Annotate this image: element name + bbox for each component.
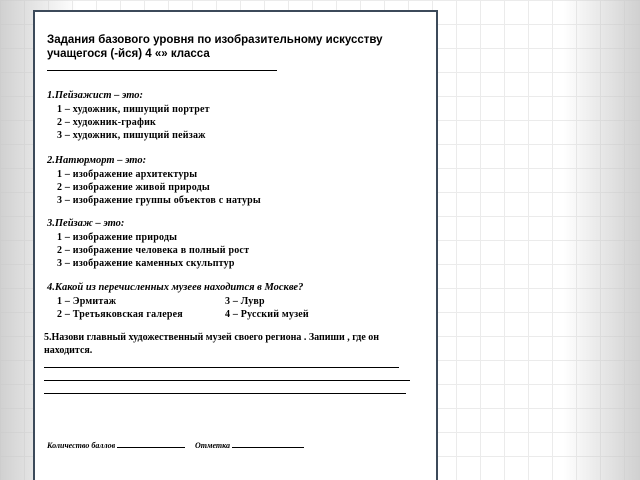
q2-option-2[interactable]: 2 – изображение живой природы bbox=[57, 182, 210, 193]
q4-option-4[interactable]: 4 – Русский музей bbox=[225, 309, 309, 320]
grade-label: Отметка bbox=[195, 441, 231, 450]
grade-field bbox=[195, 441, 304, 450]
q2-option-1[interactable]: 1 – изображение архитектуры bbox=[57, 169, 198, 180]
answer-line-3[interactable] bbox=[44, 393, 406, 394]
name-blank-line[interactable] bbox=[47, 70, 277, 71]
score-field bbox=[47, 441, 185, 450]
answer-line-2[interactable] bbox=[44, 380, 410, 381]
question-3: 3.Пейзаж – это: bbox=[47, 218, 125, 229]
q1-option-3[interactable]: 3 – художник, пишущий пейзаж bbox=[57, 130, 206, 141]
q2-option-3[interactable]: 3 – изображение группы объектов с натуры bbox=[57, 195, 261, 206]
q4-option-1[interactable]: 1 – Эрмитаж bbox=[57, 296, 117, 307]
q4-option-2[interactable]: 2 – Третьяковская галерея bbox=[57, 309, 183, 320]
question-5-line1: 5.Назови главный художественный музей своего региона . Запиши , где он bbox=[44, 332, 380, 343]
question-1: 1.Пейзажист – это: bbox=[47, 90, 144, 101]
q4-option-3[interactable]: 3 – Лувр bbox=[225, 296, 265, 307]
question-4: 4.Какой из перечисленных музеев находится в Москве? bbox=[47, 282, 304, 293]
question-2: 2.Натюрморт – это: bbox=[47, 155, 147, 166]
q1-option-1[interactable]: 1 – художник, пишущий портрет bbox=[57, 104, 210, 115]
worksheet-title-line1: Задания базового уровня по изобразительному искусству bbox=[47, 34, 383, 46]
score-blank[interactable] bbox=[117, 447, 185, 448]
grade-blank[interactable] bbox=[232, 447, 304, 448]
q3-option-3[interactable]: 3 – изображение каменных скульптур bbox=[57, 258, 235, 269]
question-5-line2: находится. bbox=[44, 345, 93, 356]
worksheet-title-line2: учащегося (-йся) 4 «» класса bbox=[47, 48, 210, 60]
q3-option-2[interactable]: 2 – изображение человека в полный рост bbox=[57, 245, 250, 256]
q1-option-2[interactable]: 2 – художник-график bbox=[57, 117, 157, 128]
score-label: Количество баллов bbox=[47, 441, 116, 450]
worksheet-page bbox=[33, 10, 438, 480]
answer-line-1[interactable] bbox=[44, 367, 399, 368]
q3-option-1[interactable]: 1 – изображение природы bbox=[57, 232, 178, 243]
